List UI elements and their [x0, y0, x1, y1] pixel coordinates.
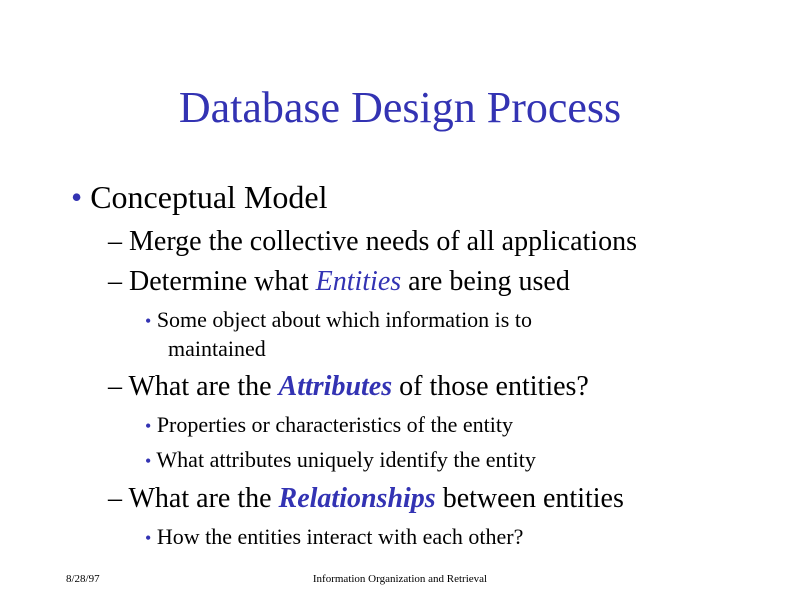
bullet-conceptual-model: [71, 179, 327, 215]
subbullet-merge: [108, 226, 637, 258]
bullet-icon: •: [71, 179, 83, 215]
bullet-icon: •: [145, 451, 152, 471]
subbullet-text: Merge the collective needs of all applications: [129, 226, 637, 257]
subsubbullet-text-line1: Some object about which information is to: [156, 307, 532, 332]
subsubbullet-properties: [145, 411, 513, 440]
subsubbullet-unique-attributes: [145, 446, 536, 475]
dash-icon: –: [108, 266, 122, 297]
footer-course-title: Information Organization and Retrieval: [312, 573, 488, 585]
entities-keyword: Entities: [315, 266, 402, 297]
subsubbullet-text: Properties or characteristics of the entity: [156, 412, 513, 437]
subbullet-text-prefix: Determine what: [129, 266, 316, 297]
dash-icon: –: [108, 226, 122, 257]
dash-icon: –: [108, 371, 122, 402]
subbullet-text-suffix: are being used: [401, 266, 570, 297]
slide-title: Database Design Process: [178, 83, 622, 132]
subsubbullet-interaction: [145, 523, 523, 552]
subbullet-text-suffix: of those entities?: [392, 371, 589, 402]
subbullet-text-prefix: What are the: [128, 371, 279, 402]
subbullet-text-suffix: between entities: [435, 483, 624, 514]
subsubbullet-entity-definition-continued: [168, 335, 266, 363]
subsubbullet-text: What attributes uniquely identify the entity: [156, 447, 536, 472]
dash-icon: –: [108, 483, 122, 514]
subsubbullet-entity-definition: [145, 306, 532, 335]
subbullet-determine-entities: [108, 266, 570, 298]
subbullet-attributes: [108, 371, 589, 403]
footer-date: 8/28/97: [66, 573, 100, 585]
subsubbullet-text: How the entities interact with each other?: [156, 524, 524, 549]
subbullet-text-prefix: What are the: [128, 483, 279, 514]
bullet-icon: •: [145, 311, 152, 331]
subsubbullet-text-line2: maintained: [168, 336, 266, 361]
relationships-keyword: Relationships: [278, 483, 436, 514]
subbullet-relationships: [108, 483, 624, 515]
bullet-icon: •: [145, 416, 152, 436]
bullet-text: Conceptual Model: [90, 179, 328, 215]
attributes-keyword: Attributes: [278, 371, 393, 402]
bullet-icon: •: [145, 528, 152, 548]
